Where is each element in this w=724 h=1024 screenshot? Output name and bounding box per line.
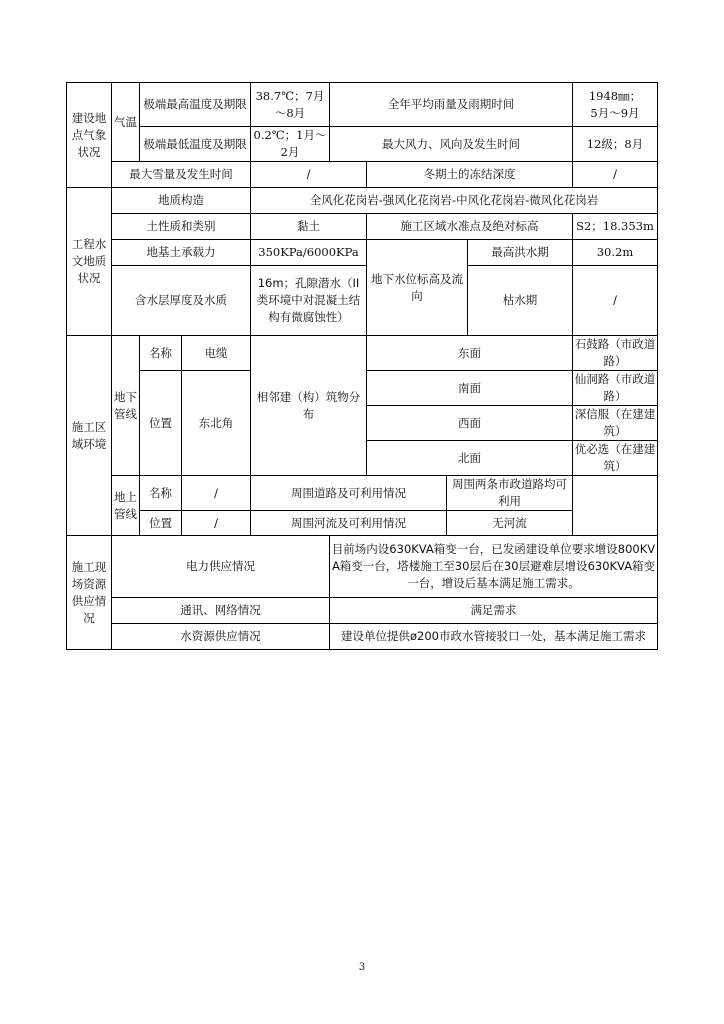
rainfall-value bbox=[573, 83, 658, 127]
network-value: 满足需求 bbox=[330, 598, 658, 624]
max-temp-label: 极端最高温度及期限 bbox=[140, 83, 251, 127]
site-conditions-sheet bbox=[66, 82, 657, 650]
min-temp-value: 0.2℃；1月～2月 bbox=[251, 127, 330, 162]
frost-label: 冬期土的冻结深度 bbox=[367, 162, 573, 188]
overhead-position-label: 位置 bbox=[140, 511, 182, 536]
direction-south: 南面 bbox=[367, 371, 573, 406]
aquifer-value: 16m；孔隙潜水（II类环境中对混凝土结构有微腐蚀性） bbox=[251, 266, 367, 336]
structure-value: 全风化花岗岩-强风化花岗岩-中风化花岗岩-微风化花岗岩 bbox=[251, 188, 658, 214]
climate-section-label: 建设地点气象状况 bbox=[67, 83, 112, 188]
rivers-value: 无河流 bbox=[447, 511, 573, 536]
underground-name-label: 名称 bbox=[140, 336, 182, 371]
flood-value: 30.2m bbox=[573, 240, 658, 266]
wind-label: 最大风力、风向及发生时间 bbox=[330, 127, 573, 162]
aquifer-label: 含水层厚度及水质 bbox=[112, 266, 251, 336]
bearing-label: 地基土承载力 bbox=[112, 240, 251, 266]
geology-row-structure bbox=[67, 188, 658, 214]
resources-row-network bbox=[67, 598, 658, 624]
rivers-label: 周围河流及可利用情况 bbox=[251, 511, 447, 536]
direction-east: 东面 bbox=[367, 336, 573, 371]
groundwater-label: 地下水位标高及流向 bbox=[367, 240, 468, 336]
benchmark-value: S2；18.353m bbox=[573, 214, 658, 240]
geology-row-soil bbox=[67, 214, 658, 240]
geology-section-label: 工程水文地质状况 bbox=[67, 188, 112, 336]
rainfall-amount: 1948㎜； bbox=[588, 88, 642, 103]
soil-value: 黏土 bbox=[251, 214, 367, 240]
resources-row-water bbox=[67, 624, 658, 650]
snow-value: / bbox=[251, 162, 367, 188]
direction-north-value: 优必选（在建建筑） bbox=[573, 441, 658, 476]
direction-south-value: 仙洞路（市政道路） bbox=[573, 371, 658, 406]
max-temp-value: 38.7℃；7月～8月 bbox=[251, 83, 330, 127]
dry-season-label: 枯水期 bbox=[468, 266, 573, 336]
page-number: 3 bbox=[358, 962, 366, 973]
rainfall-label: 全年平均雨量及雨期时间 bbox=[330, 83, 573, 127]
climate-row-snow bbox=[67, 162, 658, 188]
underground-position-label: 位置 bbox=[140, 371, 182, 476]
benchmark-label: 施工区域水准点及绝对标高 bbox=[367, 214, 573, 240]
roads-label: 周围道路及可利用情况 bbox=[251, 476, 447, 511]
climate-row-min-temp bbox=[67, 127, 658, 162]
overhead-pipeline-label: 地上管线 bbox=[112, 476, 140, 536]
environment-row-6 bbox=[67, 511, 658, 536]
overhead-position-value: / bbox=[182, 511, 251, 536]
power-value: 目前场内设630KVA箱变一台，已发函建设单位要求增设800KVA箱变一台，塔楼施工至30层后在30层避难层增设630KVA箱变一台，增设后基本满足施工需求。 bbox=[330, 536, 658, 598]
soil-label: 土性质和类别 bbox=[112, 214, 251, 240]
resources-row-power bbox=[67, 536, 658, 598]
overhead-name-value: / bbox=[182, 476, 251, 511]
geology-row-bearing bbox=[67, 240, 658, 266]
rainfall-period: 5月～9月 bbox=[590, 105, 640, 120]
dry-season-value: / bbox=[573, 266, 658, 336]
roads-value: 周围两条市政道路均可利用 bbox=[447, 476, 573, 511]
snow-label: 最大雪量及发生时间 bbox=[112, 162, 251, 188]
wind-value: 12级；8月 bbox=[573, 127, 658, 162]
power-label: 电力供应情况 bbox=[112, 536, 330, 598]
resources-section-label: 施工现场资源供应情况 bbox=[67, 536, 112, 650]
min-temp-label: 极端最低温度及期限 bbox=[140, 127, 251, 162]
geology-row-aquifer bbox=[67, 266, 658, 336]
water-label: 水资源供应情况 bbox=[112, 624, 330, 650]
environment-row-1 bbox=[67, 336, 658, 371]
water-value: 建设单位提供ø200市政水管接驳口一处，基本满足施工需求 bbox=[330, 624, 658, 650]
frost-value: / bbox=[573, 162, 658, 188]
direction-west-value: 深信服（在建建筑） bbox=[573, 406, 658, 441]
structure-label: 地质构造 bbox=[112, 188, 251, 214]
environment-row-5 bbox=[67, 476, 658, 511]
underground-position-value: 东北角 bbox=[182, 371, 251, 476]
bearing-value: 350KPa/6000KPa bbox=[251, 240, 367, 266]
environment-section-label: 施工区域环境 bbox=[67, 336, 112, 536]
flood-label: 最高洪水期 bbox=[468, 240, 573, 266]
network-label: 通讯、网络情况 bbox=[112, 598, 330, 624]
overhead-name-label: 名称 bbox=[140, 476, 182, 511]
adjacent-buildings-label: 相邻建（构）筑物分布 bbox=[251, 336, 367, 476]
underground-pipeline-label: 地下管线 bbox=[112, 336, 140, 476]
site-conditions-table bbox=[66, 82, 658, 650]
direction-north: 北面 bbox=[367, 441, 573, 476]
underground-name-value: 电缆 bbox=[182, 336, 251, 371]
direction-west: 西面 bbox=[367, 406, 573, 441]
direction-east-value: 石鼓路（市政道路） bbox=[573, 336, 658, 371]
temperature-label: 气温 bbox=[112, 83, 140, 162]
climate-row-max-temp bbox=[67, 83, 658, 127]
